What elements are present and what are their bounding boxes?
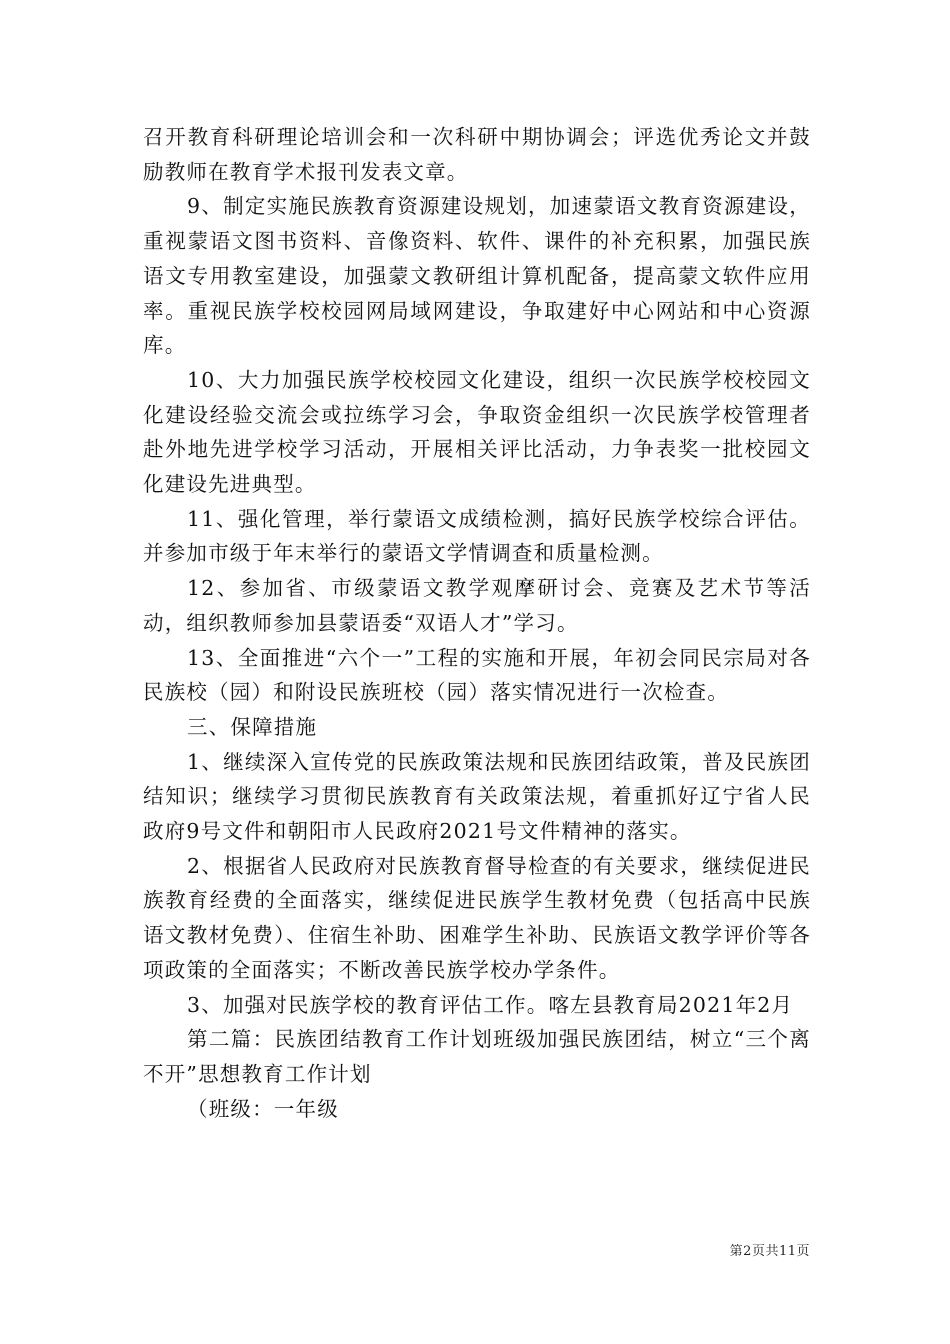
- page-number-footer: 第2页共11页: [729, 1244, 810, 1259]
- paragraph-item-9: 9、制定实施民族教育资源建设规划，加速蒙语文教育资源建设，重视蒙语文图书资料、音像资料、软件、课件的补充积累，加强民族语文专用教室建设，加强蒙文教研组计算机配备，提高蒙文软件应用率。重视民族学校校园网局域网建设，争取建好中心网站和中心资源库。: [143, 194, 811, 358]
- paragraph-measure-1: 1、继续深入宣传党的民族政策法规和民族团结政策，普及民族团结知识；继续学习贯彻民族教育有关政策法规，着重抓好辽宁省人民政府9号文件和朝阳市人民政府2021号文件精神的落实。: [143, 749, 811, 844]
- paragraph-item-10: 10、大力加强民族学校校园文化建设，组织一次民族学校校园文化建设经验交流会或拉练学习会，争取资金组织一次民族学校管理者赴外地先进学校学习活动，开展相关评比活动，力争表奖一批校园文化建设先进典型。: [143, 367, 811, 497]
- paragraph-second-article-title: 第二篇：民族团结教育工作计划班级加强民族团结，树立“三个离不开”思想教育工作计划: [143, 1027, 811, 1086]
- paragraph-continuation: 召开教育科研理论培训会和一次科研中期协调会；评选优秀论文并鼓励教师在教育学术报刊发表文章。: [143, 125, 811, 184]
- paragraph-measure-2: 2、根据省人民政府对民族教育督导检查的有关要求，继续促进民族教育经费的全面落实，继续促进民族学生教材免费（包括高中民族语文教材免费）、住宿生补助、困难学生补助、民族语文教学评价等各项政策的全面落实；不断改善民族学校办学条件。: [143, 853, 811, 982]
- paragraph-item-12: 12、参加省、市级蒙语文教学观摩研讨会、竞赛及艺术节等活动，组织教师参加县蒙语委“双语人才”学习。: [143, 576, 811, 635]
- paragraph-item-11: 11、强化管理，举行蒙语文成绩检测，搞好民族学校综合评估。并参加市级于年末举行的蒙语文学情调查和质量检测。: [143, 506, 811, 566]
- section-heading-guarantees: 三、保障措施: [187, 714, 318, 739]
- paragraph-item-13: 13、全面推进“六个一”工程的实施和开展，年初会同民宗局对各民族校（园）和附设民族班校（园）落实情况进行一次检查。: [143, 645, 811, 705]
- document-body: [143, 120, 811, 1126]
- paragraph-measure-3: 3、加强对民族学校的教育评估工作。喀左县教育局2021年2月: [187, 992, 794, 1017]
- paragraph-class-info: （班级：一年级: [187, 1096, 339, 1121]
